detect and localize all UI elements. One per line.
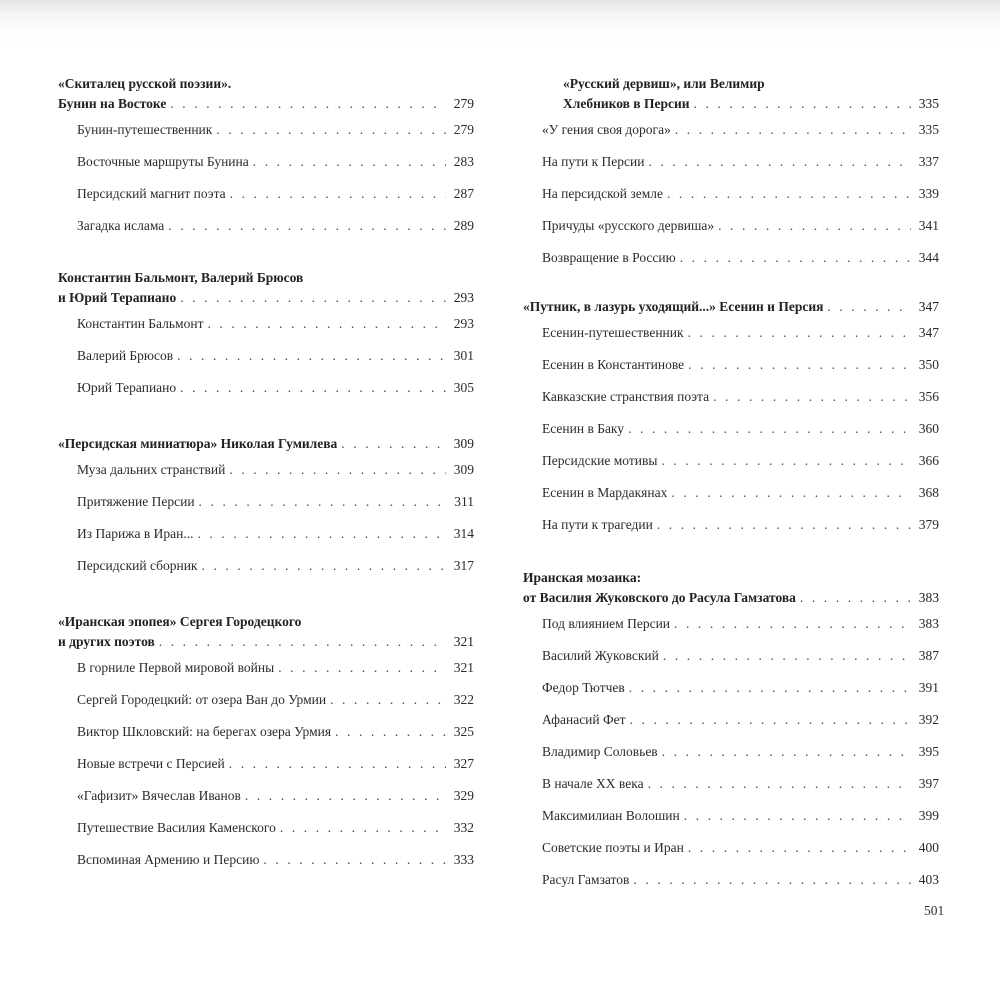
toc-entry[interactable] [58, 844, 474, 876]
page-number: 305 [453, 380, 474, 395]
dot-leader [694, 94, 911, 114]
section-heading-line: «Иранская эпопея» Сергея Городецкого [58, 614, 302, 629]
page-number: 350 [918, 357, 939, 372]
page-number: 321 [453, 634, 474, 649]
page-number: 327 [453, 756, 474, 771]
section-heading-line: Иранская мозаика: [523, 570, 642, 585]
toc-entry[interactable] [58, 454, 474, 486]
entry-title: Кавказские странствия поэта [542, 389, 710, 404]
page-number: 344 [918, 250, 939, 265]
section-heading-line: «Скиталец русской поэзии». [58, 76, 232, 91]
dot-leader [663, 640, 911, 672]
entry-title: «Гафизит» Вячеслав Иванов [77, 788, 241, 803]
toc-entry[interactable] [58, 518, 474, 550]
page-number: 399 [918, 808, 939, 823]
toc-section [523, 74, 939, 274]
page-number: 335 [918, 96, 939, 111]
dot-leader [667, 178, 911, 210]
section-heading-line: от Василия Жуковского до Расула Гамзатова [523, 590, 796, 605]
toc-entry[interactable] [58, 340, 474, 372]
page-number: 366 [918, 453, 939, 468]
dot-leader [229, 748, 446, 780]
section-heading-line: и Юрий Терапиано [58, 290, 177, 305]
dot-leader [263, 844, 446, 876]
entry-title: В начале XX века [542, 776, 644, 791]
entry-title: На пути к Персии [542, 154, 645, 169]
toc-entry[interactable] [523, 768, 939, 800]
dot-leader [180, 372, 446, 404]
toc-entry[interactable] [58, 178, 474, 210]
page-number: 400 [918, 840, 939, 855]
toc-entry[interactable] [523, 832, 939, 864]
page-number: 383 [918, 616, 939, 631]
dot-leader [168, 210, 446, 242]
dot-leader [207, 308, 446, 340]
entry-title: В горниле Первой мировой войны [77, 660, 275, 675]
entry-title: Персидские мотивы [542, 453, 658, 468]
toc-entry[interactable] [523, 114, 939, 146]
page-number: 287 [453, 186, 474, 201]
toc-entry[interactable] [523, 864, 939, 896]
dot-leader [661, 445, 911, 477]
entry-title: Есенин в Константинове [542, 357, 685, 372]
entry-title: Виктор Шкловский: на берегах озера Урмия [77, 724, 332, 739]
page-number: 321 [453, 660, 474, 675]
entry-title: Афанасий Фет [542, 712, 626, 727]
section-heading-entry[interactable] [58, 632, 474, 652]
toc-entry[interactable] [58, 114, 474, 146]
section-heading-entry[interactable] [523, 297, 939, 317]
dot-leader [827, 297, 911, 317]
entry-title: Персидский сборник [77, 558, 198, 573]
dot-leader [229, 454, 446, 486]
page-number: 335 [918, 122, 939, 137]
entry-title: Юрий Терапиано [77, 380, 177, 395]
dot-leader [180, 288, 446, 308]
toc-entry[interactable] [523, 413, 939, 445]
page-number: 289 [453, 218, 474, 233]
entry-title: «У гения своя дорога» [542, 122, 671, 137]
toc-section [58, 268, 474, 404]
dot-leader [280, 812, 446, 844]
dot-leader [630, 704, 911, 736]
entry-title: Под влиянием Персии [542, 616, 671, 631]
page-number: 329 [453, 788, 474, 803]
section-heading-line: «Персидская миниатюра» Николая Гумилева [58, 436, 338, 451]
page-number: 325 [453, 724, 474, 739]
dot-leader [245, 780, 446, 812]
toc-entry[interactable] [58, 780, 474, 812]
page-number: 309 [453, 436, 474, 451]
page-number: 333 [453, 852, 474, 867]
dot-leader [675, 114, 911, 146]
entry-title: Расул Гамзатов [542, 872, 630, 887]
dot-leader [341, 434, 446, 454]
toc-entry[interactable] [523, 736, 939, 768]
entry-title: Персидский магнит поэта [77, 186, 226, 201]
toc-section [523, 297, 939, 541]
entry-title: Василий Жуковский [542, 648, 659, 663]
toc-entry[interactable] [58, 308, 474, 340]
section-heading-entry[interactable] [523, 588, 939, 608]
toc-entry[interactable] [58, 550, 474, 582]
dot-leader [335, 716, 446, 748]
entry-title: Восточные маршруты Бунина [77, 154, 249, 169]
page-number: 379 [918, 517, 939, 532]
page-number: 322 [453, 692, 474, 707]
toc-entry[interactable] [523, 178, 939, 210]
dot-leader [628, 413, 911, 445]
toc-section [58, 74, 474, 242]
dot-leader [159, 632, 446, 652]
page-number: 360 [918, 421, 939, 436]
page-number: 356 [918, 389, 939, 404]
dot-leader [199, 486, 446, 518]
section-heading-line: и других поэтов [58, 634, 155, 649]
dot-leader [177, 340, 446, 372]
dot-leader [671, 477, 911, 509]
toc-entry[interactable] [523, 608, 939, 640]
toc-entry[interactable] [523, 672, 939, 704]
dot-leader [713, 381, 911, 413]
dot-leader [688, 349, 911, 381]
entry-title: Загадка ислама [77, 218, 165, 233]
entry-title: Сергей Городецкий: от озера Ван до Урмии [77, 692, 327, 707]
section-heading-entry[interactable] [58, 434, 474, 454]
toc-entry[interactable] [58, 372, 474, 404]
entry-title: Максимилиан Волошин [542, 808, 680, 823]
toc-entry[interactable] [58, 210, 474, 242]
page-number: 339 [918, 186, 939, 201]
dot-leader [680, 242, 911, 274]
dot-leader [657, 509, 911, 541]
dot-leader [674, 608, 911, 640]
page-number: 283 [453, 154, 474, 169]
section-heading-line: Константин Бальмонт, Валерий Брюсов [58, 270, 304, 285]
page-number: 314 [453, 526, 474, 541]
page-number: 347 [918, 325, 939, 340]
page-number: 392 [918, 712, 939, 727]
entry-title: Константин Бальмонт [77, 316, 204, 331]
toc-entry[interactable] [58, 652, 474, 684]
page-number: 337 [918, 154, 939, 169]
dot-leader [278, 652, 446, 684]
toc-entry[interactable] [523, 477, 939, 509]
toc-entry[interactable] [523, 242, 939, 274]
dot-leader [253, 146, 446, 178]
page-number: 347 [918, 299, 939, 314]
page-number: 301 [453, 348, 474, 363]
toc-entry[interactable] [523, 210, 939, 242]
page-number: 397 [918, 776, 939, 791]
entry-title: Валерий Брюсов [77, 348, 174, 363]
dot-leader [800, 588, 911, 608]
toc-section [58, 612, 474, 876]
toc-entry[interactable] [58, 146, 474, 178]
dot-leader [216, 114, 446, 146]
page-number: 332 [453, 820, 474, 835]
page-number: 311 [454, 494, 474, 509]
entry-title: Владимир Соловьев [542, 744, 658, 759]
entry-title: Возвращение в Россию [542, 250, 676, 265]
dot-leader [629, 672, 911, 704]
dot-leader [718, 210, 911, 242]
section-heading-line: Хлебников в Персии [563, 96, 690, 111]
entry-title: Муза дальних странствий [77, 462, 226, 477]
dot-leader [662, 736, 911, 768]
page-folio-number: 501 [924, 903, 945, 918]
page-number: 368 [918, 485, 939, 500]
section-heading-line: Бунин на Востоке [58, 96, 167, 111]
page-number: 395 [918, 744, 939, 759]
dot-leader [230, 178, 446, 210]
page-number: 403 [918, 872, 939, 887]
toc-entry[interactable] [58, 716, 474, 748]
dot-leader [648, 768, 911, 800]
page-number: 293 [453, 316, 474, 331]
dot-leader [688, 317, 911, 349]
section-heading-entry[interactable] [58, 94, 474, 114]
toc-entry[interactable] [523, 509, 939, 541]
dot-leader [684, 800, 911, 832]
toc-entry[interactable] [523, 800, 939, 832]
section-heading-entry[interactable] [523, 94, 939, 114]
toc-entry[interactable] [523, 317, 939, 349]
entry-title: Советские поэты и Иран [542, 840, 684, 855]
page-number: 293 [453, 290, 474, 305]
page-number: 341 [918, 218, 939, 233]
toc-entry[interactable] [58, 684, 474, 716]
section-heading-line: «Путник, в лазурь уходящий...» Есенин и Персия [523, 299, 824, 314]
section-heading-entry[interactable] [58, 288, 474, 308]
page-number: 317 [453, 558, 474, 573]
entry-title: На пути к трагедии [542, 517, 653, 532]
toc-entry[interactable] [58, 486, 474, 518]
page-number: 383 [918, 590, 939, 605]
dot-leader [197, 518, 446, 550]
entry-title: Есенин-путешественник [542, 325, 684, 340]
toc-entry[interactable] [523, 146, 939, 178]
toc-entry[interactable] [58, 812, 474, 844]
toc-entry[interactable] [523, 704, 939, 736]
entry-title: Вспоминая Армению и Персию [77, 852, 260, 867]
toc-entry[interactable] [523, 349, 939, 381]
entry-title: Из Парижа в Иран... [77, 526, 194, 541]
dot-leader [688, 832, 911, 864]
page-number: 387 [918, 648, 939, 663]
page-number: 391 [918, 680, 939, 695]
dot-leader [633, 864, 911, 896]
entry-title: Есенин в Баку [542, 421, 625, 436]
page-number: 279 [453, 122, 474, 137]
entry-title: Причуды «русского дервиша» [542, 218, 715, 233]
dot-leader [330, 684, 446, 716]
entry-title: Бунин-путешественник [77, 122, 213, 137]
section-heading-line: «Русский дервиш», или Велимир [563, 76, 765, 91]
toc-section [523, 568, 939, 896]
entry-title: На персидской земле [542, 186, 663, 201]
page-number: 309 [453, 462, 474, 477]
toc-entry[interactable] [58, 748, 474, 780]
dot-leader [202, 550, 447, 582]
page-number: 279 [453, 96, 474, 111]
toc-entry[interactable] [523, 445, 939, 477]
toc-entry[interactable] [523, 381, 939, 413]
toc-entry[interactable] [523, 640, 939, 672]
dot-leader [648, 146, 911, 178]
toc-section [58, 434, 474, 582]
entry-title: Федор Тютчев [542, 680, 625, 695]
entry-title: Путешествие Василия Каменского [77, 820, 276, 835]
entry-title: Новые встречи с Персией [77, 756, 225, 771]
entry-title: Есенин в Мардакянах [542, 485, 668, 500]
entry-title: Притяжение Персии [77, 494, 195, 509]
dot-leader [170, 94, 446, 114]
